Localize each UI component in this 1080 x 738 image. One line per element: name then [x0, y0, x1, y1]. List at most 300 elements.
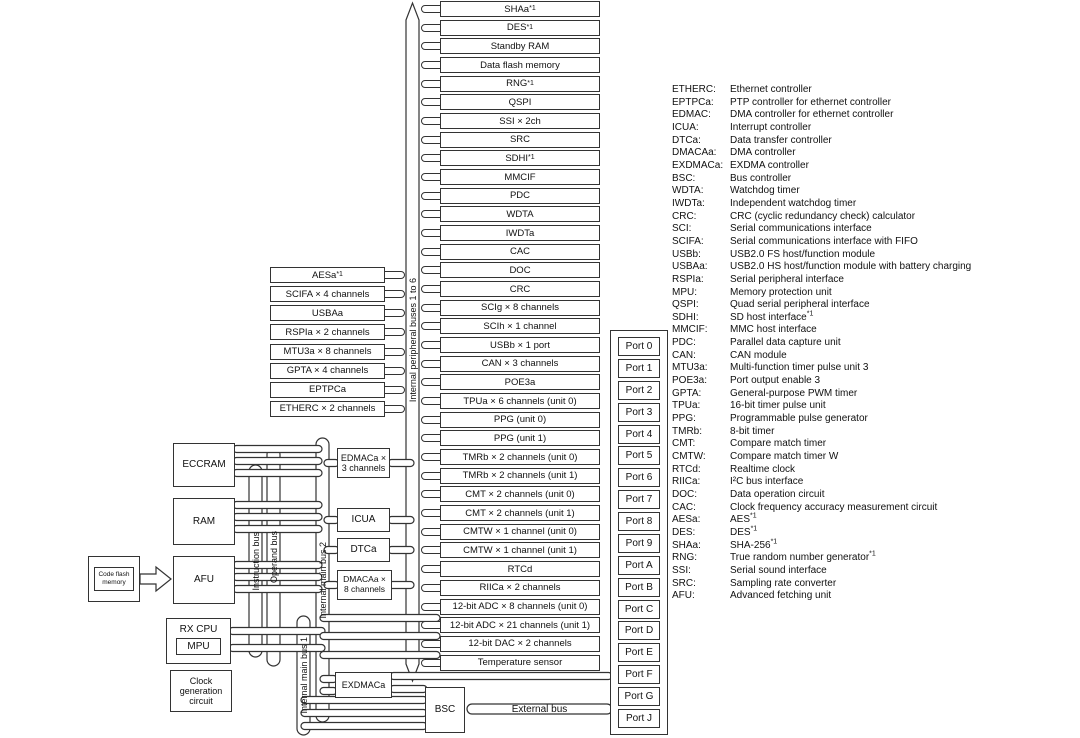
bus-stub — [421, 136, 441, 144]
legend-description: SD host interface — [730, 311, 807, 323]
legend-row — [672, 223, 1074, 236]
module-label: MTU3a × 8 channels — [283, 346, 372, 358]
module-label: RSPIa × 2 channels — [285, 326, 370, 338]
legend-term: RIICa: — [672, 476, 701, 488]
peripheral-bus-shape — [406, 3, 419, 681]
abbreviation-legend — [672, 84, 1074, 603]
module-label: Standby RAM — [490, 40, 550, 52]
legend-row — [672, 173, 1074, 186]
legend-description: Clock frequency accuracy measurement circuit — [730, 501, 938, 513]
legend-row — [672, 578, 1074, 591]
peripheral-module-box — [440, 188, 600, 204]
module-label: RIICa × 2 channels — [479, 582, 561, 594]
port-box: Port E — [618, 643, 660, 662]
peripheral-bus-label: Internal peripheral buses 1 to 6 — [407, 277, 418, 403]
legend-term: MTU3a: — [672, 362, 708, 374]
bus-stub — [421, 378, 441, 386]
module-label: RNG — [506, 78, 528, 90]
bus-stub — [421, 322, 441, 330]
legend-row — [672, 527, 1074, 540]
module-label: SHAa — [504, 3, 530, 15]
legend-description: USB2.0 HS host/function module with battery charging — [730, 261, 972, 273]
port-box: Port 4 — [618, 425, 660, 444]
peripheral-module-box — [270, 344, 385, 360]
code-flash-block — [88, 556, 140, 602]
legend-description: Serial peripheral interface — [730, 273, 844, 285]
module-label: RTCd — [507, 563, 533, 575]
bus-stub — [384, 271, 405, 279]
legend-row — [672, 274, 1074, 287]
legend-term: DTCa: — [672, 134, 701, 146]
module-label: SCIFA × 4 channels — [285, 288, 370, 300]
module-label: TMRb × 2 channels (unit 1) — [462, 470, 578, 482]
module-label: Temperature sensor — [477, 657, 563, 669]
legend-row — [672, 388, 1074, 401]
legend-term: RNG: — [672, 552, 697, 564]
port-box: Port G — [618, 687, 660, 706]
bus-stub — [384, 290, 405, 298]
legend-footnote: *1 — [750, 525, 758, 533]
peripheral-module-box: RNG *1 — [440, 76, 600, 92]
legend-description: Compare match timer — [730, 438, 827, 450]
legend-term: CRC: — [672, 210, 697, 222]
legend-row — [672, 312, 1074, 325]
module-label: CRC — [509, 283, 531, 295]
legend-description: Programmable pulse generator — [730, 413, 868, 425]
legend-term: IWDTa: — [672, 197, 705, 209]
bus-stub — [421, 24, 441, 32]
peripheral-module-box: SHAa *1 — [440, 1, 600, 17]
module-label: ETHERC × 2 channels — [279, 403, 376, 415]
legend-row — [672, 185, 1074, 198]
bus-stub — [421, 304, 441, 312]
internal-main-bus1-label: Internal main bus 1 — [298, 637, 309, 714]
legend-term: USBb: — [672, 248, 701, 260]
bus-stub — [421, 565, 441, 573]
module-label: USBb × 1 port — [490, 339, 550, 351]
eccram-block: ECCRAM — [173, 443, 235, 487]
port-box: Port A — [618, 556, 660, 575]
legend-row — [672, 362, 1074, 375]
legend-term: BSC: — [672, 172, 696, 184]
peripheral-module-box — [440, 449, 600, 465]
legend-term: DOC: — [672, 489, 697, 500]
module-label: CAC — [509, 246, 531, 258]
peripheral-module-box — [270, 382, 385, 398]
bus-stub — [421, 117, 441, 125]
peripheral-module-box — [440, 599, 600, 615]
module-label: POE3a — [504, 376, 536, 388]
bus-stub — [421, 360, 441, 368]
legend-row — [672, 160, 1074, 173]
peripheral-module-box — [440, 524, 600, 540]
operand-bus-label: Operand bus — [268, 530, 279, 584]
dtca-block: DTCa — [337, 538, 390, 562]
legend-description: Port output enable 3 — [730, 375, 821, 387]
module-label: CMT × 2 channels (unit 1) — [465, 507, 575, 519]
module-label: PDC — [509, 190, 531, 202]
legend-description: Multi-function timer pulse unit 3 — [730, 362, 869, 374]
bus-stub — [421, 509, 441, 517]
legend-row — [672, 122, 1074, 135]
bus-stub — [421, 434, 441, 442]
module-label: SSI × 2ch — [499, 115, 541, 127]
module-label: CMTW × 1 channel (unit 1) — [463, 544, 577, 556]
edmaca-line2: 3 channels — [341, 463, 386, 473]
port-box: Port F — [618, 665, 660, 684]
legend-description: Watchdog timer — [730, 185, 800, 197]
legend-row — [672, 502, 1074, 515]
legend-term: PPG: — [672, 413, 696, 425]
legend-term: POE3a: — [672, 375, 708, 387]
legend-term: RSPIa: — [672, 273, 704, 285]
module-label: SCIg × 8 channels — [481, 302, 559, 314]
bus-stub — [421, 416, 441, 424]
peripheral-module-box — [440, 655, 600, 671]
legend-footnote: *1 — [869, 550, 876, 558]
module-label: TPUa × 6 channels (unit 0) — [463, 395, 577, 407]
peripheral-module-box — [440, 636, 600, 652]
bus-stub — [421, 61, 441, 69]
peripheral-module-box — [440, 169, 600, 185]
legend-row — [672, 97, 1074, 110]
legend-row — [672, 287, 1074, 300]
legend-row — [672, 426, 1074, 439]
peripheral-module-box — [440, 113, 600, 129]
bus-stub — [421, 248, 441, 256]
module-label: PPG (unit 0) — [493, 414, 547, 426]
legend-term: SCIFA: — [672, 235, 704, 247]
legend-description: DMA controller for ethernet controller — [730, 109, 894, 121]
code-flash-inner-label: Code flash memory — [94, 567, 134, 591]
module-label: USBAa — [311, 307, 344, 319]
codeflash-arrow — [140, 567, 171, 591]
peripheral-module-box — [440, 244, 600, 260]
legend-row — [672, 261, 1074, 274]
legend-description: Memory protection unit — [730, 286, 832, 298]
legend-description: General-purpose PWM timer — [730, 387, 858, 399]
external-bus-label: External bus — [511, 703, 568, 715]
port-box: Port 3 — [618, 403, 660, 422]
peripheral-module-box — [440, 206, 600, 222]
peripheral-module-box — [270, 363, 385, 379]
legend-description: Realtime clock — [730, 463, 796, 475]
bus-stub — [421, 640, 441, 648]
legend-term: AESa: — [672, 514, 701, 526]
legend-term: DES: — [672, 526, 696, 538]
legend-term: EXDMACa: — [672, 159, 724, 171]
peripheral-module-box — [440, 318, 600, 334]
port-box: Port 0 — [618, 337, 660, 356]
peripheral-module-box — [440, 393, 600, 409]
dmacaa-line1: DMACAa × — [343, 574, 386, 585]
legend-description: AES — [730, 514, 751, 526]
peripheral-module-box — [270, 324, 385, 340]
legend-description: 8-bit timer — [730, 425, 775, 437]
peripheral-module-box — [440, 468, 600, 484]
bus-stub — [421, 659, 441, 667]
port-box: Port J — [618, 709, 660, 728]
icua-block: ICUA — [337, 508, 390, 532]
rx-cpu-label: RX CPU — [179, 624, 218, 635]
legend-description: Data transfer controller — [730, 134, 832, 146]
legend-description: Interrupt controller — [730, 121, 812, 133]
legend-term: SDHI: — [672, 311, 699, 323]
legend-term: EDMAC: — [672, 109, 711, 121]
peripheral-module-box — [440, 430, 600, 446]
peripheral-module-box — [440, 412, 600, 428]
legend-description: Parallel data capture unit — [730, 337, 841, 349]
bus-stub — [421, 285, 441, 293]
port-box: Port 7 — [618, 490, 660, 509]
bus-stub — [421, 42, 441, 50]
port-block — [610, 330, 668, 735]
legend-term: WDTA: — [672, 185, 704, 197]
peripheral-module-box — [440, 561, 600, 577]
legend-description: I²C bus interface — [730, 476, 804, 488]
peripheral-module-box — [270, 401, 385, 417]
legend-row — [672, 476, 1074, 489]
legend-term: GPTA: — [672, 387, 702, 399]
module-label: 12-bit DAC × 2 channels — [468, 638, 572, 650]
bus-stub — [384, 405, 405, 413]
legend-term: CAN: — [672, 349, 696, 361]
legend-footnote: *1 — [750, 512, 757, 520]
port-box: Port 1 — [618, 359, 660, 378]
legend-term: ETHERC: — [672, 84, 716, 95]
bus-stub — [384, 367, 405, 375]
instruction-bus-label: Instruction bus — [250, 531, 261, 591]
legend-row — [672, 438, 1074, 451]
peripheral-module-box — [440, 57, 600, 73]
legend-term: USBAa: — [672, 261, 708, 273]
bus-stub — [421, 490, 441, 498]
legend-term: MMCIF: — [672, 324, 708, 336]
exdmaca-block: EXDMACa — [335, 672, 392, 698]
legend-footnote: *1 — [770, 538, 778, 546]
module-label: DOC — [509, 264, 531, 276]
legend-term: DMACAa: — [672, 147, 717, 159]
bus-stub — [384, 386, 405, 394]
bus-stub — [421, 266, 441, 274]
legend-description: Serial sound interface — [730, 564, 827, 576]
bus-stub — [421, 603, 441, 611]
module-label: TMRb × 2 channels (unit 0) — [462, 451, 578, 463]
legend-row — [672, 514, 1074, 527]
port-box: Port 6 — [618, 468, 660, 487]
module-label: SDHI — [505, 152, 529, 164]
module-label: AESa — [312, 269, 337, 281]
bus-stub — [421, 173, 441, 181]
legend-description: CRC (cyclic redundancy check) calculator — [730, 210, 916, 222]
module-label: 12-bit ADC × 21 channels (unit 1) — [449, 619, 591, 631]
bus-stub — [421, 397, 441, 405]
module-label: CMTW × 1 channel (unit 0) — [463, 526, 577, 538]
module-label: CAN × 3 channels — [481, 358, 559, 370]
module-label: SRC — [509, 134, 531, 146]
legend-description: 16-bit timer pulse unit — [730, 400, 826, 412]
module-label: EPTPCa — [309, 384, 346, 396]
legend-description: MMC host interface — [730, 324, 817, 336]
legend-row — [672, 489, 1074, 502]
legend-description: SHA-256 — [730, 539, 771, 551]
legend-term: ICUA: — [672, 121, 699, 133]
peripheral-module-box: AESa *1 — [270, 267, 385, 283]
legend-description: Sampling rate converter — [730, 577, 837, 589]
edmaca-block — [337, 448, 390, 478]
legend-description: PTP controller for ethernet controller — [730, 96, 892, 108]
peripheral-module-box — [440, 356, 600, 372]
module-label: WDTA — [506, 208, 534, 220]
legend-term: TPUa: — [672, 400, 701, 412]
module-label: SCIh × 1 channel — [483, 320, 557, 332]
bus-stub — [421, 154, 441, 162]
module-label: GPTA × 4 channels — [286, 365, 369, 377]
bus-stub — [421, 472, 441, 480]
legend-term: CAC: — [672, 501, 696, 513]
legend-row — [672, 135, 1074, 148]
legend-description: Bus controller — [730, 172, 792, 184]
legend-row — [672, 211, 1074, 224]
peripheral-module-box — [440, 225, 600, 241]
legend-description: Quad serial peripheral interface — [730, 299, 870, 311]
legend-description: USB2.0 FS host/function module — [730, 248, 876, 260]
legend-row — [672, 413, 1074, 426]
peripheral-module-box — [440, 486, 600, 502]
left-module-column — [270, 267, 385, 417]
legend-row — [672, 198, 1074, 211]
rx-cpu-block — [166, 618, 231, 664]
port-box: Port 2 — [618, 381, 660, 400]
edmaca-line1: EDMACa × — [340, 452, 387, 463]
legend-row — [672, 324, 1074, 337]
module-label: 12-bit ADC × 8 channels (unit 0) — [452, 601, 588, 612]
legend-term: QSPI: — [672, 299, 699, 311]
peripheral-module-box — [440, 337, 600, 353]
peripheral-module-box — [270, 286, 385, 302]
legend-footnote: *1 — [806, 310, 814, 318]
bus-stub — [421, 584, 441, 592]
legend-row — [672, 451, 1074, 464]
legend-description: Ethernet controller — [730, 84, 812, 95]
legend-term: SHAa: — [672, 539, 701, 551]
peripheral-module-box — [440, 38, 600, 54]
ram-block: RAM — [173, 498, 235, 545]
peripheral-module-box — [440, 300, 600, 316]
bus-stub — [421, 341, 441, 349]
port-box: Port 5 — [618, 446, 660, 465]
legend-description: Advanced fetching unit — [730, 590, 832, 602]
legend-term: PDC: — [672, 337, 696, 349]
peripheral-module-box — [440, 580, 600, 596]
port-box: Port 9 — [618, 534, 660, 553]
legend-row — [672, 337, 1074, 350]
bus-stub — [384, 309, 405, 317]
bus-stub — [421, 621, 441, 629]
legend-row — [672, 299, 1074, 312]
peripheral-module-box — [440, 281, 600, 297]
bus-stub — [384, 328, 405, 336]
bus-stub — [384, 348, 405, 356]
legend-row — [672, 236, 1074, 249]
legend-row — [672, 590, 1074, 603]
peripheral-module-column — [440, 1, 600, 671]
bus-stub — [421, 5, 441, 13]
dmacaa-block — [337, 570, 392, 600]
legend-row — [672, 565, 1074, 578]
peripheral-module-box: SDHI *1 — [440, 150, 600, 166]
legend-description: Compare match timer W — [730, 451, 839, 463]
peripheral-module-box — [440, 617, 600, 633]
bus-stub — [421, 546, 441, 554]
legend-description: Serial communications interface — [730, 223, 872, 235]
peripheral-module-box — [270, 305, 385, 321]
legend-description: True random number generator — [730, 552, 870, 564]
dmacaa-line2: 8 channels — [343, 584, 386, 594]
peripheral-module-box — [440, 374, 600, 390]
legend-row — [672, 552, 1074, 565]
legend-row — [672, 249, 1074, 262]
internal-main-bus2-label: Internal main bus 2 — [317, 541, 328, 619]
bsc-block: BSC — [425, 687, 465, 733]
legend-description: EXDMA controller — [730, 159, 809, 171]
bus-stub — [421, 98, 441, 106]
legend-term: CMT: — [672, 438, 696, 450]
legend-term: EPTPCa: — [672, 96, 714, 108]
peripheral-module-box: DES *1 — [440, 20, 600, 36]
legend-description: Data operation circuit — [730, 489, 825, 500]
legend-term: TMRb: — [672, 425, 702, 437]
module-label: CMT × 2 channels (unit 0) — [465, 488, 575, 500]
bus-stub — [421, 528, 441, 536]
module-label: Data flash memory — [480, 59, 560, 71]
legend-term: AFU: — [672, 590, 695, 602]
legend-term: RTCd: — [672, 463, 701, 475]
bus-stub — [421, 192, 441, 200]
legend-row — [672, 350, 1074, 363]
peripheral-module-box — [440, 262, 600, 278]
bus-stub — [421, 210, 441, 218]
module-label: IWDTa — [505, 227, 535, 239]
module-label: DES — [506, 22, 527, 34]
legend-row — [672, 147, 1074, 160]
module-label: MMCIF — [504, 171, 536, 183]
peripheral-module-box — [440, 94, 600, 110]
legend-description: Serial communications interface with FIFO — [730, 235, 918, 247]
legend-row — [672, 400, 1074, 413]
peripheral-module-box — [440, 542, 600, 558]
bus-stub — [421, 229, 441, 237]
bus-stub — [421, 80, 441, 88]
port-box: Port C — [618, 600, 660, 619]
legend-description: DES — [730, 526, 751, 538]
bus-stub — [421, 453, 441, 461]
peripheral-module-box — [440, 132, 600, 148]
legend-description: CAN module — [730, 349, 787, 361]
legend-description: DMA controller — [730, 147, 796, 159]
legend-row — [672, 84, 1074, 97]
legend-term: SRC: — [672, 577, 696, 589]
port-box: Port 8 — [618, 512, 660, 531]
afu-block: AFU — [173, 556, 235, 604]
legend-term: SSI: — [672, 564, 691, 576]
port-box: Port B — [618, 578, 660, 597]
legend-term: SCI: — [672, 223, 692, 235]
mpu-block: MPU — [176, 638, 221, 655]
legend-term: CMTW: — [672, 451, 706, 463]
legend-row — [672, 375, 1074, 388]
peripheral-module-box — [440, 505, 600, 521]
